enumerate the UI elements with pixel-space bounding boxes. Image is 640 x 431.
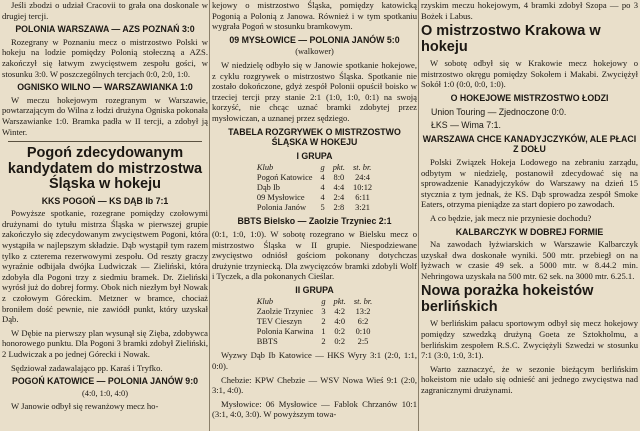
article-pogon-polonia: W Janowie odbył się rewanżowy mecz ho- [11, 401, 159, 412]
match-score-breakdown: (4:0, 1:0, 4:0) [81, 388, 129, 398]
match-headline-bbts-zaolzie: BBTS Bielsko — Zaolzie Trzyniec 2:1 [237, 216, 392, 227]
standings-table-group-1 [253, 163, 376, 213]
table-row: Zaolzie Trzyniec 3 4:2 13:2 [256, 307, 371, 317]
column-rule-right [418, 0, 419, 431]
article-myslowice-polonia: W niedzielę odbyło się w Janowie spotkanie hokejowe, z cyklu rozgrywek o mistrzostwo Śląska. Spotkanie nie zostało dokończone, gdyż zespół Polonii opuścił boisko w trzeciej tercji przy stanie 2:1 (1:0, 1:0, 0:1) na swoją korzyść, nie chcąc uznać bramki zdobytej przez mysłowiczan, a uznanej przez sędziego. [212, 59, 417, 123]
table-row: Pogoń Katowice 4 8:0 24:4 [256, 173, 370, 183]
standings-table-group-2 [253, 297, 376, 347]
table-row: BBTS 2 0:2 2:5 [256, 337, 369, 347]
article-polonia-azs: Rozegrany w Poznaniu mecz o mistrzostwo Polski w hokeju na lodzie pomiędzy Polonią stołeczną a AZS. zakończył się łatwym zwycięstwem zespołu gości, w stosunku 3:0. W poszczególnych tercjach 0:0, 2:0, 1:0. [2, 36, 208, 79]
article-continuation: rzyskim meczu hokejowym, 4 bramki zdobył Szopa — po 3 Bożek i Labus. [421, 0, 638, 21]
result-lodz-1: Union Touring — Zjednoczone 0:0. [431, 106, 567, 117]
result-myslowice: Mysłowice: 06 Mysłowice — Fablok Chrzanów 10:1 (3:1, 4:0, 3:0). W powyższym towa- [212, 398, 417, 420]
article-ognisko-warszawianka: W meczu hokejowym rozegranym w Warszawie, powtarzającym do Wilna z łodzi drużyna Ogniska pokonała Warszawianke 1:0. Bramka padła w II tercji, a zdobył ją Winter. [2, 94, 208, 137]
result-chebzie: Chebzie: KPW Chebzie — WSV Nowa Wieś 9:1 (2:0, 3:1, 4:0). [212, 374, 417, 396]
article-pogon-dab-2: W Dębie na pierwszy plan wysunął się Zięba, zdobywca honorowego punktu. Dla Pogoni 3 bramki zdobył Zieliński, 2 Ludwiczak a po jednej Górecki i Nowak. [2, 327, 208, 359]
headline-warszawa-kanadyjczycy: WARSZAWA CHCE KANADYJCZYKÓW, ALE PŁACI Z DOŁU [422, 133, 637, 155]
table-row: Dąb Ib 4 4:4 10:12 [256, 183, 373, 193]
headline-kalbarczyk: KALBARCZYK W DOBREJ FORMIE [455, 226, 604, 237]
match-headline-ognisko-warszawianka: OGNISKO WILNO — WARSZAWIANKA 1:0 [17, 82, 193, 93]
column-middle [212, 0, 417, 431]
article-warszawa-kanadyjczycy: Polski Związek Hokeja Lodowego na zebraniu zarządu, odbytym w niedzielę, postanowił zdecydować się na sprowadzenie Kanadyjczyków do Warszawy na dzień 15 stycznia z tym jednak, że KS. Dąb sprowadza zespół Smoke Eaters, otrzyma pieniądze za start dopiero po zawodach. [421, 156, 638, 210]
column-right [421, 0, 638, 431]
match-headline-pogon-polonia: POGOŃ KATOWICE — POLONIA JANÓW 9:0 [11, 376, 199, 387]
article-krakow: W sobotę odbył się w Krakowie mecz hokejowy o mistrzostwo okręgu pomiędzy Sokołem i Makabi. Zwyciężył Sokół 1:0 (0:0, 0:0, 1:0). [421, 58, 638, 90]
article-kalbarczyk: Na zawodach łyżwiarskich w Warszawie Kalbarczyk uzyskał dwa doskonałe wyniki. 500 mtr. przebiegł on na łyżwach w czasie 49 sek. a 5000 mtr. w 8.44.2 min. Nehringowa uzyskała na 500 mtr. 62 sek. na 3000 mtr. 6.25.1. [421, 239, 638, 281]
headline-berlin: Nowa porażka hokeistów berlińskich [421, 283, 594, 315]
walkover-note: (walkower) [295, 47, 334, 57]
table-group-1: I GRUPA [296, 150, 333, 161]
headline-lodz: O HOKEJOWE MISTRZOSTWO ŁODZI [450, 92, 609, 103]
result-wyry: Wyzwy Dąb Ib Katowice — HKS Wyry 3:1 (2:0, 1:1, 0:0). [212, 350, 417, 372]
article-bbts-zaolzie: (0:1, 1:0, 1:0). W sobotę rozegrano w Bielsku mecz o mistrzostwo Śląska w II grupie. Niespodziewane zwycięstwo odniósł gościom pokonany dotychczas drużynie trzyniecką. Dla zwycięzców bramki zdobyli Wolf i Tyczek, a dla pokonanych Cieślar. [212, 228, 417, 282]
match-headline-myslowice-polonia: 09 MYSŁOWICE — POLONIA JANÓW 5:0 [229, 34, 400, 45]
table-row: 09 Mysłowice 4 2:4 6:11 [256, 193, 370, 203]
table-header: Klub g pkt. st. br. [256, 297, 373, 307]
article-continuation: Jeśli zbodzi o udział Cracovii to grała ona doskonale w drugiej tercji. [2, 0, 208, 21]
article-warszawa-question: A co będzie, jak mecz nie przyniesie dochodu? [430, 212, 592, 223]
separator [8, 141, 202, 142]
table-row: Polonia Janów 5 2:8 3:21 [256, 203, 370, 213]
result-lodz-2: ŁKS — Wima 7:1. [431, 120, 501, 131]
article-berlin-2: Warto zaznaczyć, że w sezonie bieżącym berlińskim hokeistom nie udało się odnieść ani jednego zwycięstwa nad zagranicznymi drużynami. [421, 363, 638, 396]
column-left [2, 0, 208, 431]
table-row: Polonia Karwina 1 0:2 0:10 [256, 327, 371, 337]
article-berlin: W berlińskim pałacu sportowym odbył się mecz hokejowy pomiędzy szwedzką drużyną Goeta ze Sztokholmu, a berlińskim zespołem R.S.C. Zwyciężyli Szwedzi w stosunku 7:1 (3:0, 1:0, 3:1). [421, 318, 638, 361]
table-row: TEV Cieszyn 2 4:0 6:2 [256, 317, 369, 327]
table-header: Klub g pkt. st. br. [256, 163, 372, 173]
match-headline-kks-pogon-dab: KKS POGOŃ — KS DĄB Ib 7:1 [41, 195, 169, 206]
article-pogon-dab: Powyższe spotkanie, rozegrane pomiędzy czołowymi drużynami do tytułu mistrza Śląska w pierwszej grupie zakończyło się zdecydowanym zwycięstwem Pogoni, która wystąpiła w najlepszym składzie. Dąb wystąpił tym razem tylko z czterema rezerwowymi zespołu. Od reszty graczy wyraźnie odbijała dwójka Ludwiczak — Zieliński, która zdobyła dla Pogoni trzy z siedmiu bramek. Dr. Zieliński wyrósł już do dobrej formy. Obok nich niezłym był Nowak z czołowym Góreckim. Metzner w bramce, chociaż broniłem dość pewnie, nie zawiódł punkt, który uzyskał Dąb. [2, 208, 208, 325]
headline-krakow: O mistrzostwo Krakowa w hokeju [421, 23, 601, 55]
column-rule-left [209, 0, 210, 431]
article-continuation: kejowy o mistrzostwo Śląska, pomiędzy katowicką Pogonią a Polonią z Janowa. Również i w tym spotkaniu wygrała Pogoń w stosunku bramkowym. [212, 0, 417, 32]
match-headline-polonia-azs: POLONIA WARSZAWA — AZS POZNAŃ 3:0 [15, 24, 195, 35]
table-group-2: II GRUPA [295, 284, 334, 295]
article-referees: Sędziował zadawalająco pp. Karaś i Tryfko. [11, 362, 163, 373]
table-title: TABELA ROZGRYWEK O MISTRZOSTWO ŚLĄSKA W HOKEJU [228, 126, 401, 148]
headline-pogon: Pogoń zdecydowanym kandydatem do mistrzostwa Śląska w hokeju [7, 145, 203, 193]
